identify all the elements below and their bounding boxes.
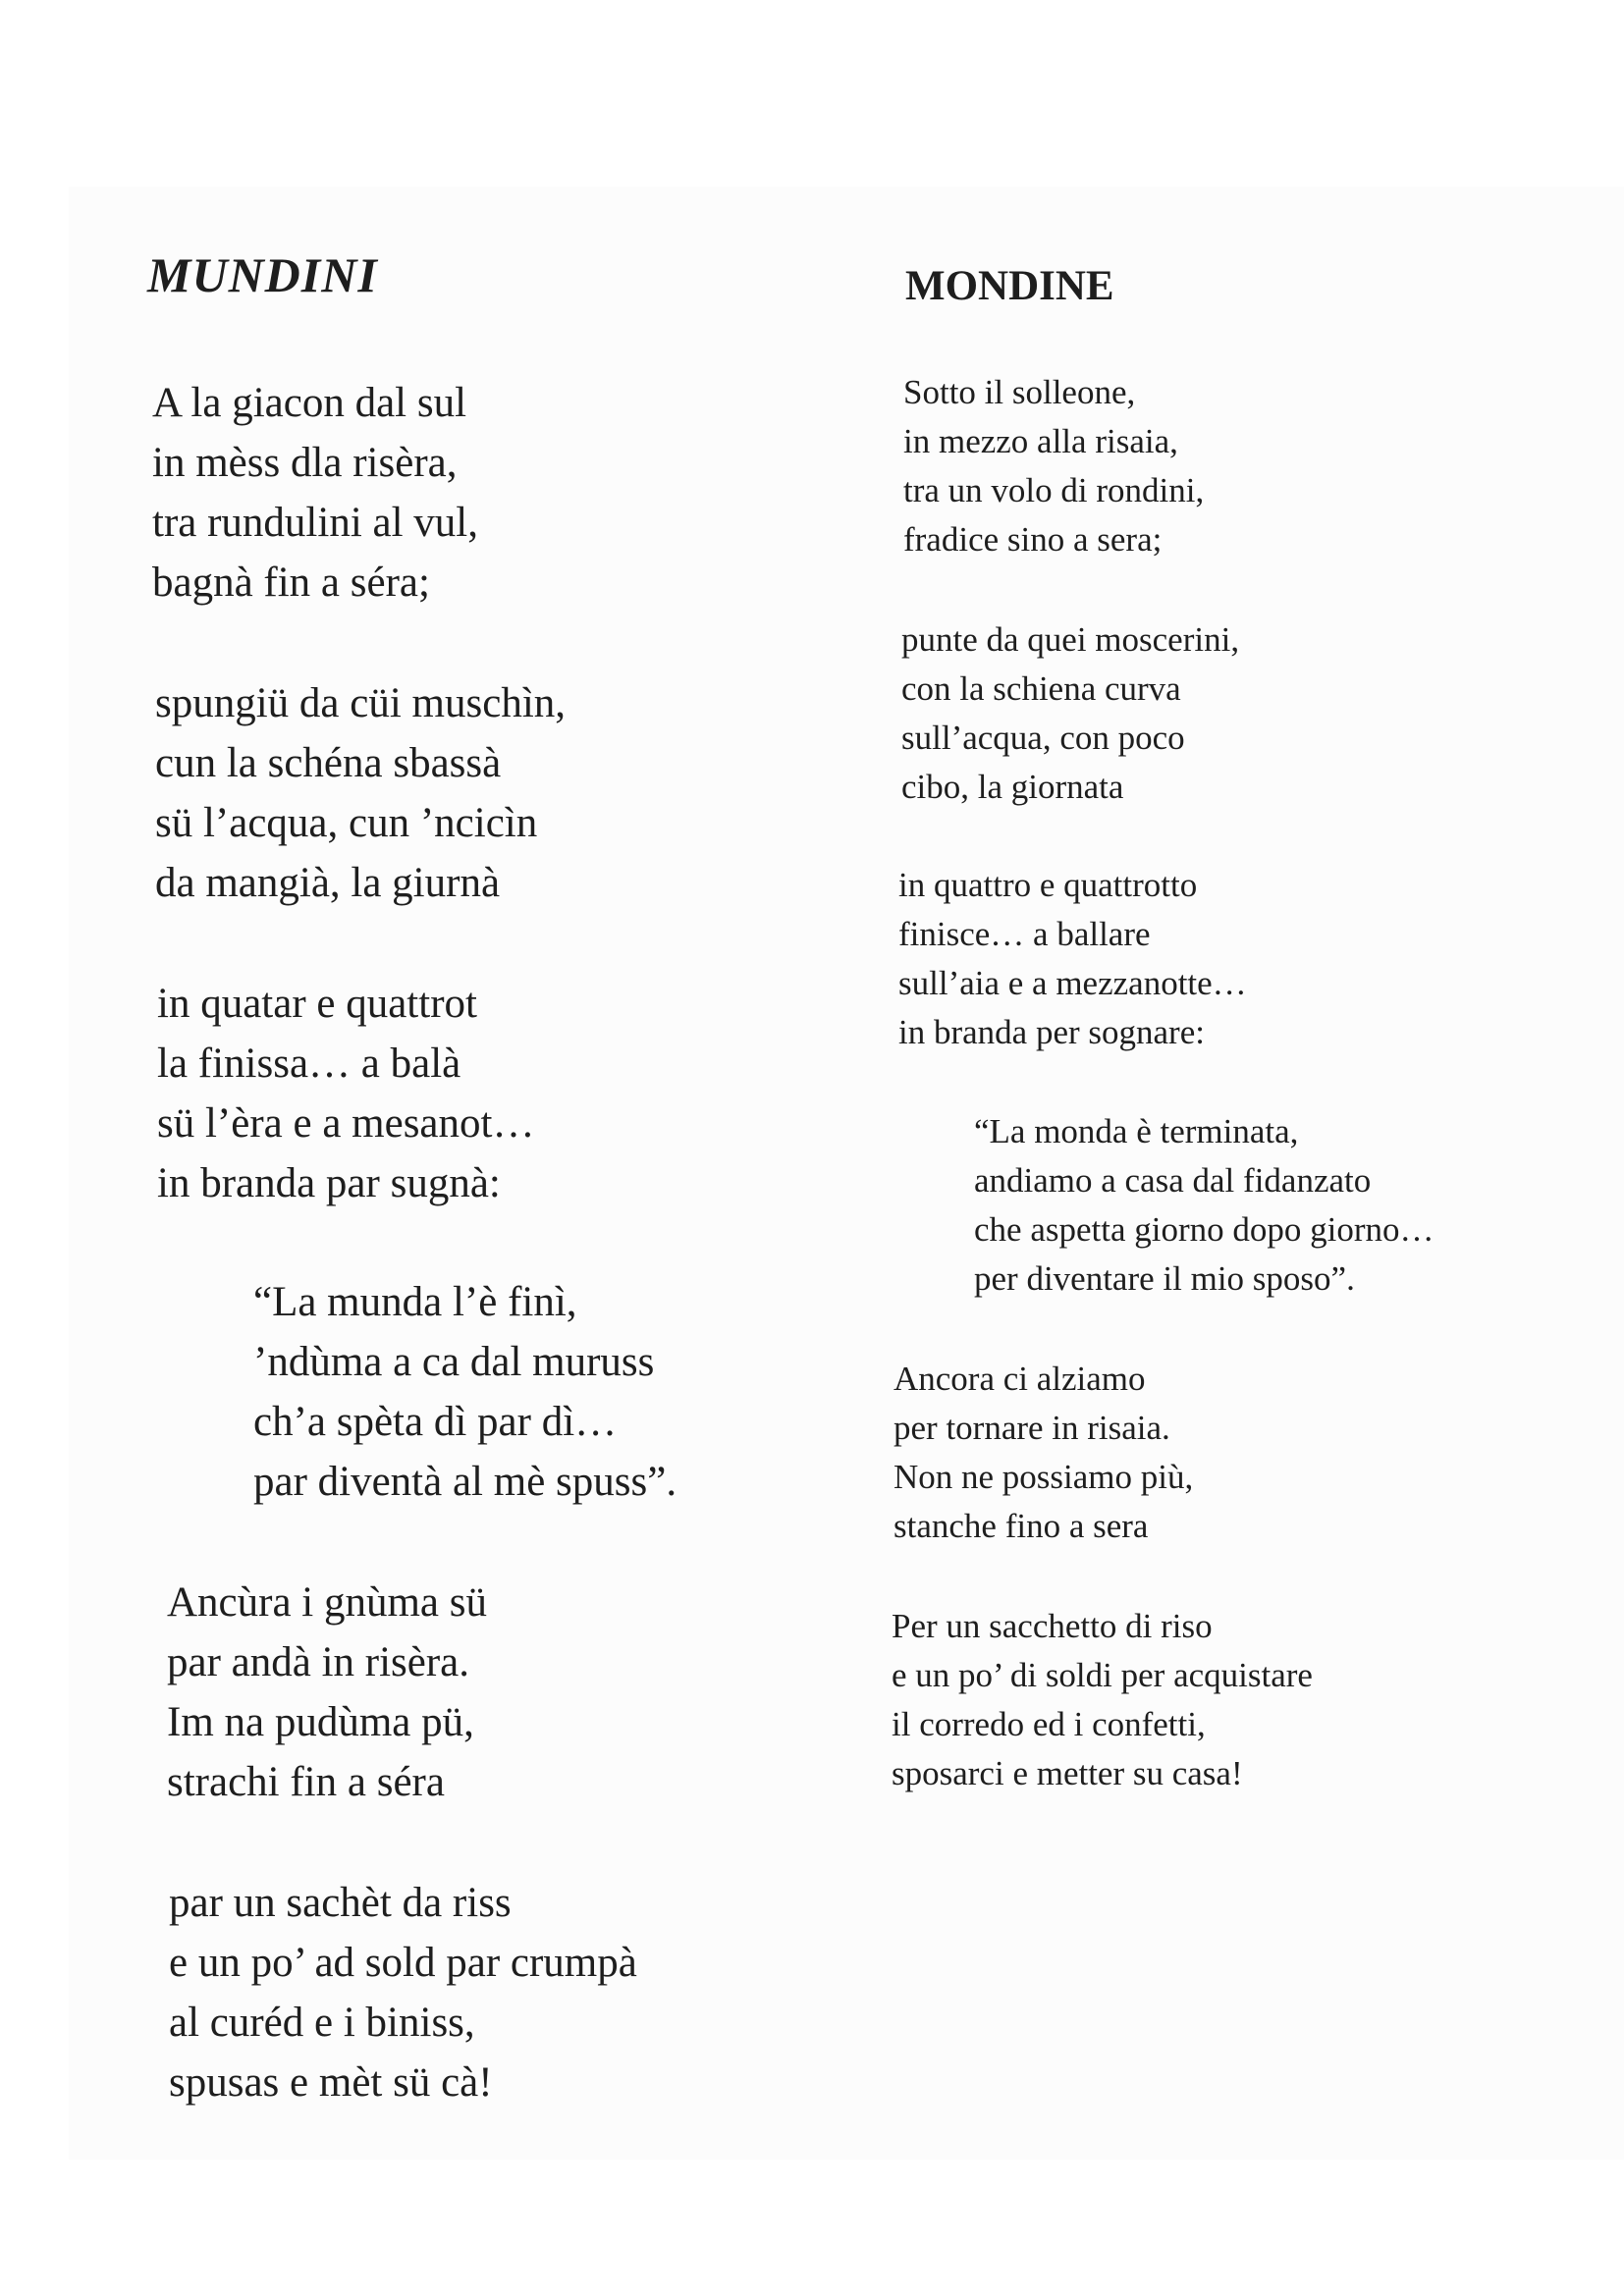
poem-line: la finissa… a balà	[157, 1041, 461, 1087]
poem-line: cun la schéna sbassà	[155, 740, 502, 786]
poem-line: Ancùra i gnùma sü	[167, 1579, 488, 1626]
poem-line: in branda per sognare:	[898, 1013, 1205, 1051]
poem-line: con la schiena curva	[901, 669, 1181, 708]
dialect-stanza-5	[167, 1573, 487, 1812]
poem-line: in quatar e quattrot	[157, 981, 477, 1027]
poem-line: cibo, la giornata	[901, 768, 1124, 806]
poem-line: sü l’èra e a mesanot…	[157, 1100, 535, 1147]
poem-line: punte da quei moscerini,	[901, 620, 1240, 659]
poem-line: Non ne possiamo più,	[893, 1458, 1194, 1496]
italian-stanza-2	[901, 615, 1239, 812]
poem-line: “La monda è terminata,	[974, 1112, 1299, 1150]
dialect-stanza-2	[155, 673, 566, 913]
italian-stanza-6	[892, 1602, 1313, 1798]
italian-poem-title: MONDINE	[905, 263, 1114, 309]
poem-line: sull’aia e a mezzanotte…	[898, 964, 1247, 1002]
poem-line: par un sachèt da riss	[169, 1880, 512, 1926]
poem-line: andiamo a casa dal fidanzato	[974, 1161, 1372, 1200]
poem-line: sull’acqua, con poco	[901, 719, 1185, 757]
italian-stanza-5	[893, 1355, 1193, 1551]
poem-line: che aspetta giorno dopo giorno…	[974, 1210, 1435, 1249]
poem-line: tra un volo di rondini,	[903, 471, 1205, 509]
poem-line: in quattro e quattrotto	[898, 866, 1198, 904]
italian-stanza-3	[898, 861, 1247, 1057]
poem-line: strachi fin a séra	[167, 1759, 445, 1805]
poem-line: A la giacon dal sul	[152, 380, 467, 426]
dialect-stanza-3	[157, 974, 534, 1213]
poem-line: stanche fino a sera	[893, 1507, 1149, 1545]
poem-line: ch’a spèta dì par dì…	[253, 1399, 618, 1445]
dialect-stanza-1	[152, 373, 478, 613]
poem-line: Sotto il solleone,	[903, 373, 1136, 411]
poem-line: per tornare in risaia.	[893, 1409, 1170, 1447]
poem-line: sü l’acqua, cun ’ncicìn	[155, 800, 538, 846]
poem-line: spungiü da cüi muschìn,	[155, 680, 567, 726]
poem-line: ’ndùma a ca dal muruss	[253, 1339, 655, 1385]
poem-line: al curéd e i biniss,	[169, 2000, 475, 2046]
poem-line: e un po’ di soldi per acquistare	[892, 1656, 1313, 1694]
poem-line: bagnà fin a séra;	[152, 560, 430, 606]
poem-line: tra rundulini al vul,	[152, 500, 478, 546]
dialect-stanza-4	[253, 1272, 677, 1512]
italian-stanza-1	[903, 368, 1204, 564]
poem-line: Per un sacchetto di riso	[892, 1607, 1213, 1645]
poem-line: fradice sino a sera;	[903, 520, 1163, 559]
poem-line: par andà in risèra.	[167, 1639, 470, 1685]
poem-line: il corredo ed i confetti,	[892, 1705, 1206, 1743]
poem-line: sposarci e metter su casa!	[892, 1754, 1243, 1792]
poem-line: Im na pudùma pü,	[167, 1699, 474, 1745]
poem-line: da mangià, la giurnà	[155, 860, 501, 906]
poem-line: finisce… a ballare	[898, 915, 1151, 953]
dialect-poem-title: MUNDINI	[147, 247, 378, 302]
poem-line: in branda par sugnà:	[157, 1160, 501, 1206]
poem-line: per diventare il mio sposo”.	[974, 1259, 1355, 1298]
poem-line: Ancora ci alziamo	[893, 1360, 1146, 1398]
italian-stanza-4	[974, 1107, 1435, 1304]
poem-line: e un po’ ad sold par crumpà	[169, 1940, 637, 1986]
poem-line: spusas e mèt sü cà!	[169, 2059, 493, 2106]
poem-line: in mèss dla risèra,	[152, 440, 458, 486]
poem-line: par diventà al mè spuss”.	[253, 1459, 677, 1505]
poem-line: in mezzo alla risaia,	[903, 422, 1178, 460]
dialect-stanza-6	[169, 1873, 637, 2112]
poem-line: “La munda l’è finì,	[253, 1279, 577, 1325]
